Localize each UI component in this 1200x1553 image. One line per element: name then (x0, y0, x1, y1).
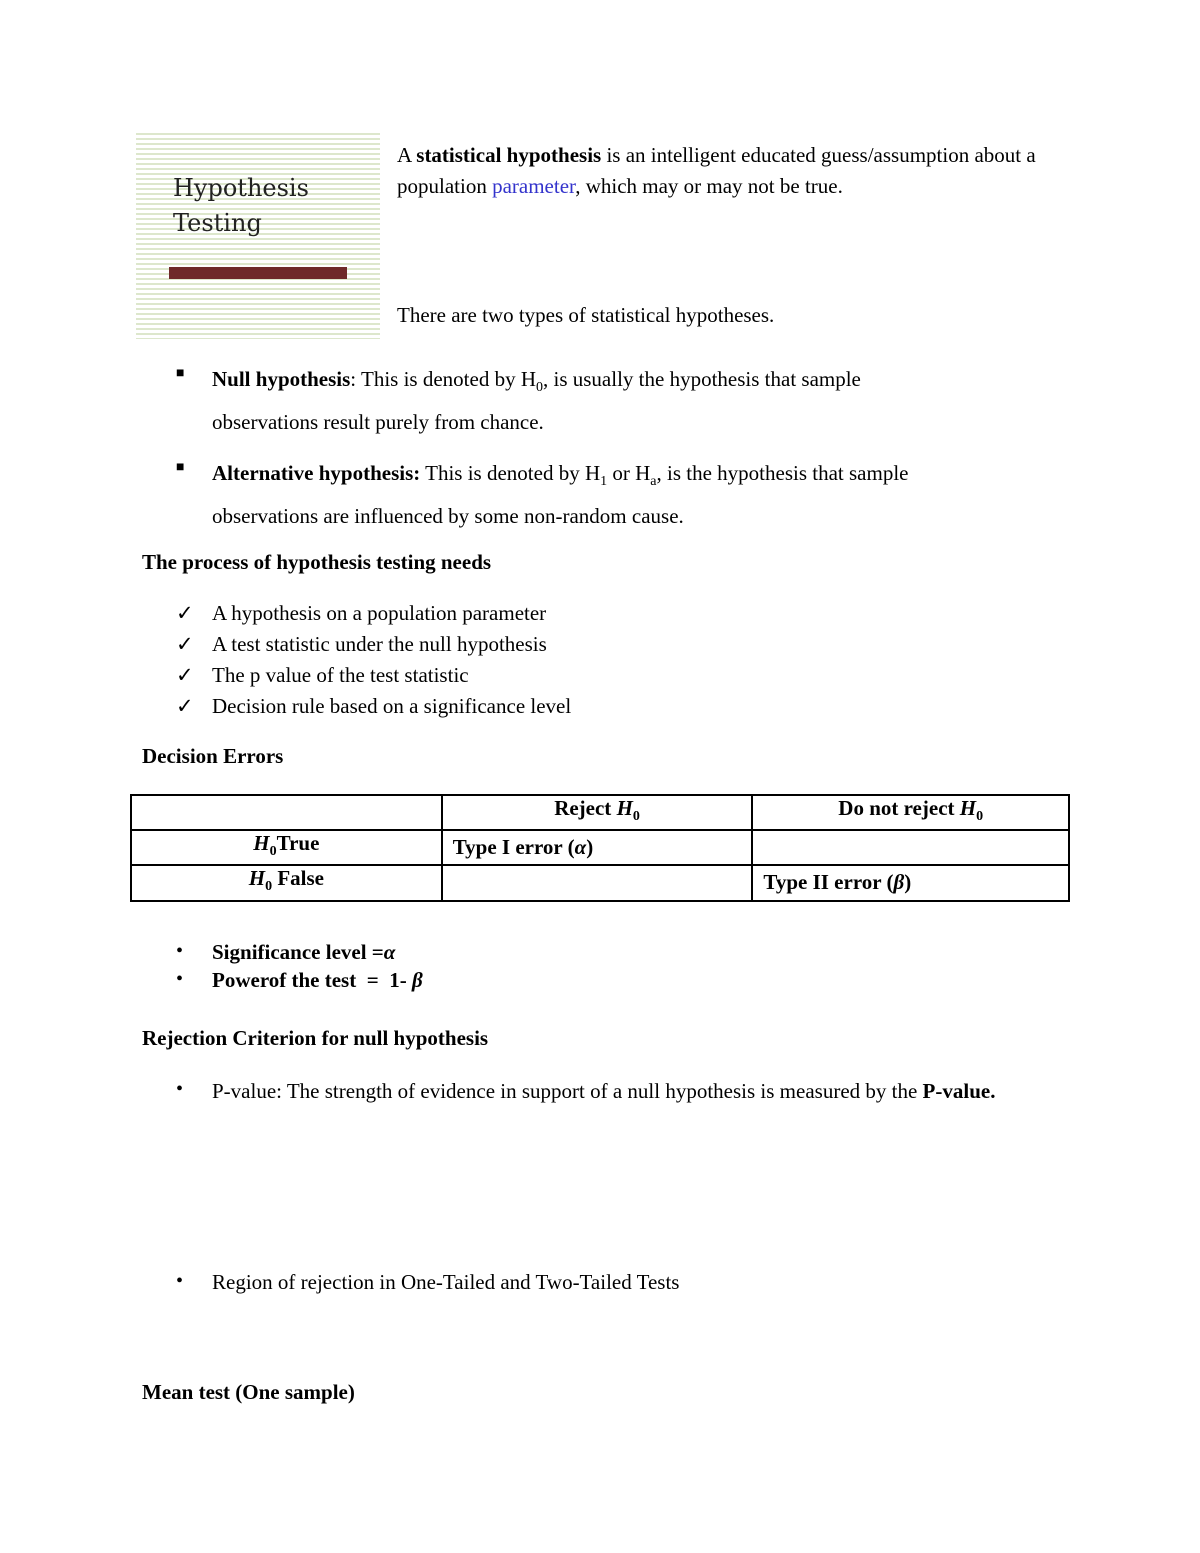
significance-item (212, 940, 395, 965)
alpha-symbol: α (383, 940, 396, 964)
reject-text: Reject (554, 796, 617, 820)
sig-label: Significance level = (212, 940, 384, 964)
table-cell-empty (131, 795, 442, 830)
checklist-text: Decision rule based on a significance level (212, 694, 572, 718)
list-item (142, 598, 842, 629)
bullet-icon: • (176, 1270, 184, 1292)
alt-pre: This is denoted by H (420, 461, 601, 485)
check-icon: ✓ (176, 601, 194, 625)
process-checklist (142, 598, 842, 722)
h-symbol: H (616, 796, 633, 820)
title-text (173, 171, 309, 241)
region-item: Region of rejection in One-Tailed and Two-Tailed Tests (212, 1270, 680, 1294)
h-sub: 0 (265, 879, 273, 895)
intro-post: , which may or may not be true. (575, 174, 843, 198)
h-symbol: H (253, 831, 270, 856)
null-hypothesis-item (212, 362, 972, 440)
square-bullet-icon: ■ (176, 366, 185, 381)
bullet-icon: • (176, 940, 184, 962)
checklist-text: A test statistic under the null hypothesis (212, 632, 547, 656)
table-cell-type2 (752, 865, 1069, 900)
list-item (142, 629, 842, 660)
h-symbol: H (959, 796, 977, 820)
title-box (136, 133, 380, 339)
square-bullet-icon: ■ (176, 460, 185, 475)
null-sub: 0 (536, 380, 543, 396)
list-item (142, 691, 842, 722)
table-row-label-true (131, 830, 442, 865)
table-cell-type1 (442, 830, 753, 865)
alt-sub2: a (650, 474, 657, 490)
power-item (212, 968, 423, 993)
decision-errors-table (130, 794, 1070, 902)
table-header-reject (442, 795, 753, 830)
check-icon: ✓ (176, 663, 194, 687)
false-text: False (272, 866, 324, 891)
list-item (142, 1270, 1042, 1300)
list-item (142, 1078, 1042, 1138)
beta-symbol: β (411, 968, 423, 992)
types-intro: There are two types of statistical hypotheses. (397, 303, 775, 327)
h-symbol: H (248, 866, 266, 891)
table-cell-empty (442, 865, 753, 900)
alt-hypothesis-item (212, 456, 1012, 534)
table-cell-empty (752, 830, 1069, 865)
null-colon: : (350, 367, 357, 391)
intro-pre: A (397, 143, 417, 167)
list-item (142, 968, 842, 998)
intro-mid: is an intelligent educated guess/assumption about a population (397, 143, 1036, 198)
beta-symbol: β (893, 870, 905, 895)
pvalue-item (212, 1078, 1042, 1105)
bullet-icon: • (176, 968, 184, 990)
table-header-not-reject (752, 795, 1069, 830)
intro-term: statistical hypothesis (416, 143, 602, 167)
checklist-text: The p value of the test statistic (212, 663, 469, 687)
list-item (142, 940, 842, 970)
bullet-icon: • (176, 1078, 184, 1100)
not-reject-text: Do not reject (838, 796, 960, 820)
mean-test-heading: Mean test (One sample) (142, 1380, 355, 1404)
type1-text: Type I error ( (452, 835, 575, 860)
null-post: , is usually the hypothesis that sample observations result purely from chance. (212, 367, 861, 435)
check-icon: ✓ (176, 694, 194, 718)
parameter-link[interactable]: parameter (492, 174, 576, 198)
pvalue-end: . (990, 1079, 996, 1103)
rejection-heading: Rejection Criterion for null hypothesis (142, 1026, 489, 1050)
null-label: Null hypothesis (212, 367, 351, 391)
pvalue-text: P-value: The strength of evidence in support of a null hypothesis is measured by the (212, 1079, 923, 1103)
close-paren: ) (586, 835, 594, 860)
power-label: Powerof the test = 1- (212, 968, 412, 992)
null-pre: This is denoted by H (356, 367, 536, 391)
intro-paragraph (397, 140, 1057, 202)
table-header-row (131, 795, 1069, 830)
h-sub: 0 (632, 809, 640, 825)
alpha-symbol: α (574, 835, 587, 860)
pvalue-bold: P-value (922, 1079, 991, 1103)
title-decor-bar (169, 267, 347, 279)
title-line-1: Hypothesis (173, 174, 309, 202)
process-heading: The process of hypothesis testing needs (142, 550, 492, 574)
checklist-text: A hypothesis on a population parameter (212, 601, 547, 625)
h-sub: 0 (269, 844, 277, 860)
h-sub: 0 (976, 809, 984, 825)
alt-mid: or H (607, 461, 651, 485)
alt-post: , is the hypothesis that sample observations are influenced by some non-random cause. (212, 461, 909, 529)
alt-sub1: 1 (600, 474, 608, 490)
type2-text: Type II error ( (763, 870, 894, 895)
table-row-label-false (131, 865, 442, 900)
true-text: True (276, 831, 320, 856)
check-icon: ✓ (176, 632, 194, 656)
close-paren: ) (904, 870, 912, 895)
decision-heading: Decision Errors (142, 744, 284, 768)
title-line-2: Testing (173, 209, 262, 237)
table-row (131, 865, 1069, 900)
list-item (142, 660, 842, 691)
alt-label: Alternative hypothesis: (212, 461, 421, 485)
table-row (131, 830, 1069, 865)
